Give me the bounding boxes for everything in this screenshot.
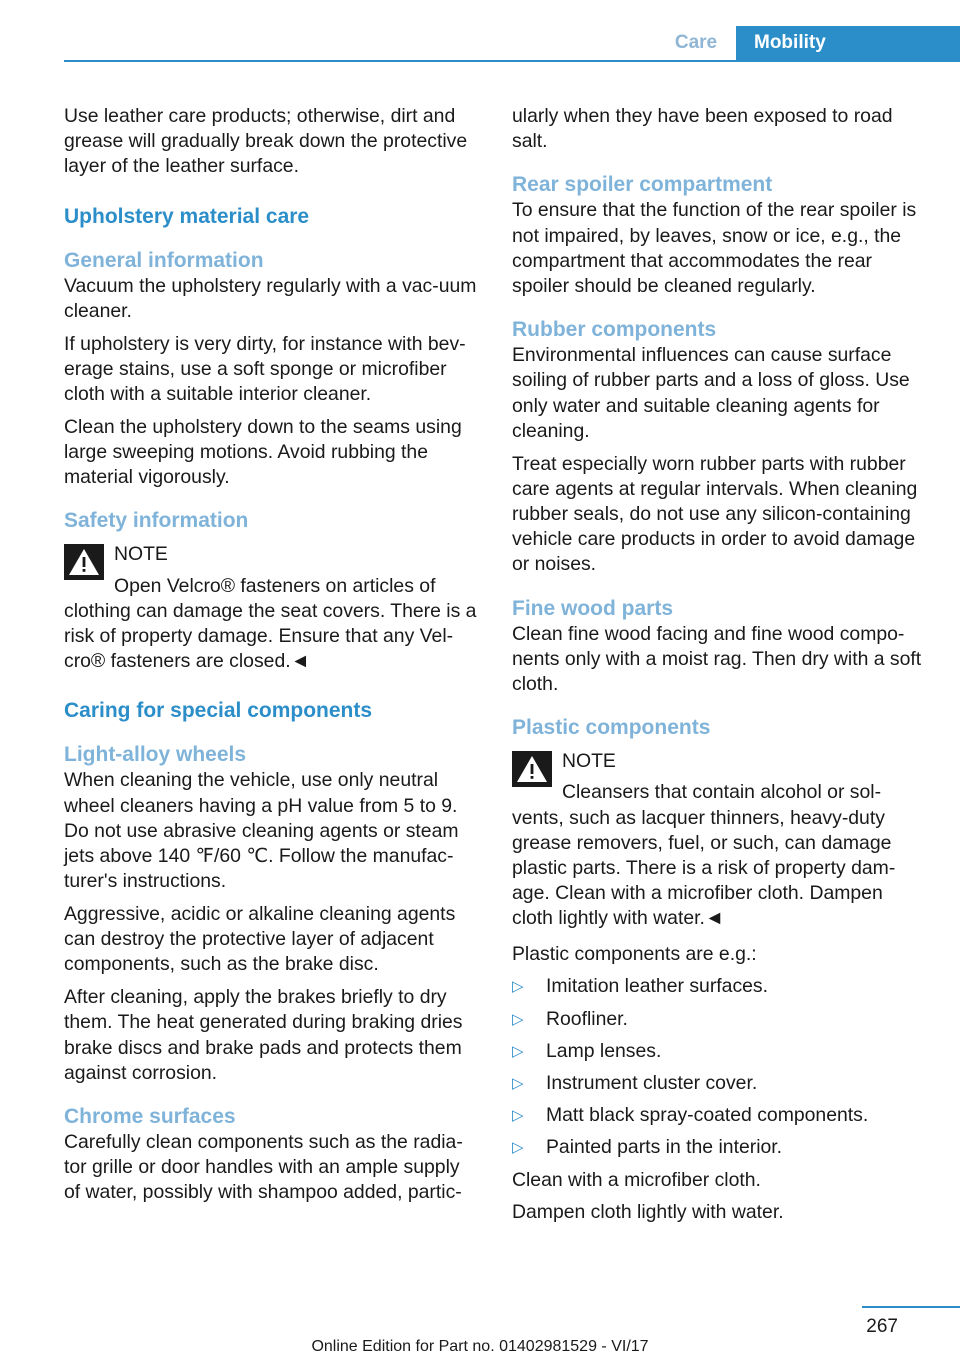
right-column xyxy=(512,104,926,1233)
chrome-paragraph: Carefully clean components such as the radia-tor grille or door handles with an ample supply of water, possibly with shampoo added, partic- xyxy=(64,1131,463,1204)
rubber-paragraph-1: Environmental influences can cause surface soiling of rubber parts and a loss of gloss. Use only water and suitable cleaning agents for cleaning. xyxy=(512,344,910,442)
edition-footer: Online Edition for Part no. 01402981529 - VI/17 xyxy=(311,1338,649,1355)
warning-icon xyxy=(512,751,552,787)
heading-general-information: General information xyxy=(64,248,264,272)
bullet-triangle-icon: ▷ xyxy=(512,1042,524,1060)
note-label: NOTE xyxy=(114,543,168,566)
heading-upholstery-care: Upholstery material care xyxy=(64,204,310,228)
header-bar xyxy=(0,0,960,62)
spoiler-paragraph: To ensure that the function of the rear spoiler is not impaired, by leaves, snow or ice, e.g., the compartment that accommodates the rear spoiler should be cleaned regularly. xyxy=(512,199,917,298)
heading-chrome-surfaces: Chrome surfaces xyxy=(64,1105,236,1129)
heading-safety-information: Safety information xyxy=(64,509,249,533)
heading-fine-wood: Fine wood parts xyxy=(512,596,674,620)
footer-rule xyxy=(862,1306,960,1308)
bullet-triangle-icon: ▷ xyxy=(512,1010,524,1028)
heading-rear-spoiler: Rear spoiler compartment xyxy=(512,173,773,197)
rubber-paragraph-2: Treat especially worn rubber parts with rubber care agents at regular intervals. When cleaning rubber seals, do not use any silicon-containing vehicle care products in order to avoid damage or noises. xyxy=(512,452,918,576)
bullet-triangle-icon: ▷ xyxy=(512,978,524,996)
warning-icon xyxy=(64,544,104,580)
heading-plastic-components: Plastic components xyxy=(512,716,711,740)
microfiber-paragraph: Clean with a microfiber cloth. xyxy=(512,1168,761,1191)
list-item: ▷ Matt black spray-coated components. xyxy=(512,1103,926,1128)
velcro-note xyxy=(64,542,480,674)
note-text: clothing can damage the seat covers. There is a risk of property damage. Ensure that any Vel-cro® fasteners are closed.◄ xyxy=(64,599,477,673)
clean-paragraph: Clean the upholstery down to the seams using large sweeping motions. Avoid rubbing the material vigorously. xyxy=(64,415,462,489)
bullet-triangle-icon: ▷ xyxy=(512,1139,524,1157)
plastic-note xyxy=(512,749,926,931)
note-label: NOTE xyxy=(562,750,616,773)
list-item: ▷ Instrument cluster cover. xyxy=(512,1071,926,1096)
heading-light-alloy-wheels: Light-alloy wheels xyxy=(64,743,247,767)
dampen-paragraph: Dampen cloth lightly with water. xyxy=(512,1201,784,1224)
dirty-paragraph: If upholstery is very dirty, for instance with bev-erage stains, use a soft sponge or microfiber cloth with a suitable interior cleaner. xyxy=(64,332,466,406)
tab-mobility[interactable]: Mobility xyxy=(736,26,960,60)
aggressive-paragraph: Aggressive, acidic or alkaline cleaning agents can destroy the protective layer of adjacent components, such as the brake disc. xyxy=(64,903,456,976)
vacuum-paragraph: Vacuum the upholstery regularly with a vac-uum cleaner. xyxy=(64,274,477,322)
heading-rubber-components: Rubber components xyxy=(512,318,717,342)
wood-paragraph: Clean fine wood facing and fine wood compo-nents only with a moist rag. Then dry with a soft cloth. xyxy=(512,622,922,696)
plastic-examples-list xyxy=(512,974,926,1160)
list-item: ▷ Lamp lenses. xyxy=(512,1039,926,1064)
header-rule xyxy=(64,60,960,62)
continuation-paragraph: ularly when they have been exposed to road salt. xyxy=(512,105,893,153)
note-first-line: Cleansers that contain alcohol or sol- xyxy=(562,781,882,804)
list-item: ▷ Imitation leather surfaces. xyxy=(512,974,926,999)
bullet-triangle-icon: ▷ xyxy=(512,1075,524,1093)
plastic-examples-intro: Plastic components are e.g.: xyxy=(512,942,757,965)
note-first-line: Open Velcro® fasteners on articles of xyxy=(114,574,436,597)
page-number: 267 xyxy=(866,1316,898,1337)
list-item: ▷ Roofliner. xyxy=(512,1007,926,1032)
wheels-paragraph: When cleaning the vehicle, use only neutral wheel cleaners having a pH value from 5 to 9. Do not use abrasive cleaning agents or steam jets above 140 ℉/60 ℃. Follow the manufac-turer's instructions. xyxy=(64,769,459,893)
bullet-triangle-icon: ▷ xyxy=(512,1107,524,1125)
left-column xyxy=(64,104,480,1213)
list-item: ▷ Painted parts in the interior. xyxy=(512,1135,926,1160)
intro-paragraph: Use leather care products; otherwise, dirt and grease will gradually break down the protective layer of the leather surface. xyxy=(64,105,468,178)
tab-care[interactable]: Care xyxy=(674,32,718,53)
note-text: vents, such as lacquer thinners, heavy-duty grease removers, fuel, or such, can damage plastic parts. There is a risk of property dam-age. Clean with a microfiber cloth. Dampen cloth lightly with water.◄ xyxy=(512,806,896,930)
after-cleaning-paragraph: After cleaning, apply the brakes briefly to dry them. The heat generated during braking dries brake discs and brake pads and protects them against corrosion. xyxy=(64,986,463,1084)
heading-special-components: Caring for special components xyxy=(64,699,373,723)
